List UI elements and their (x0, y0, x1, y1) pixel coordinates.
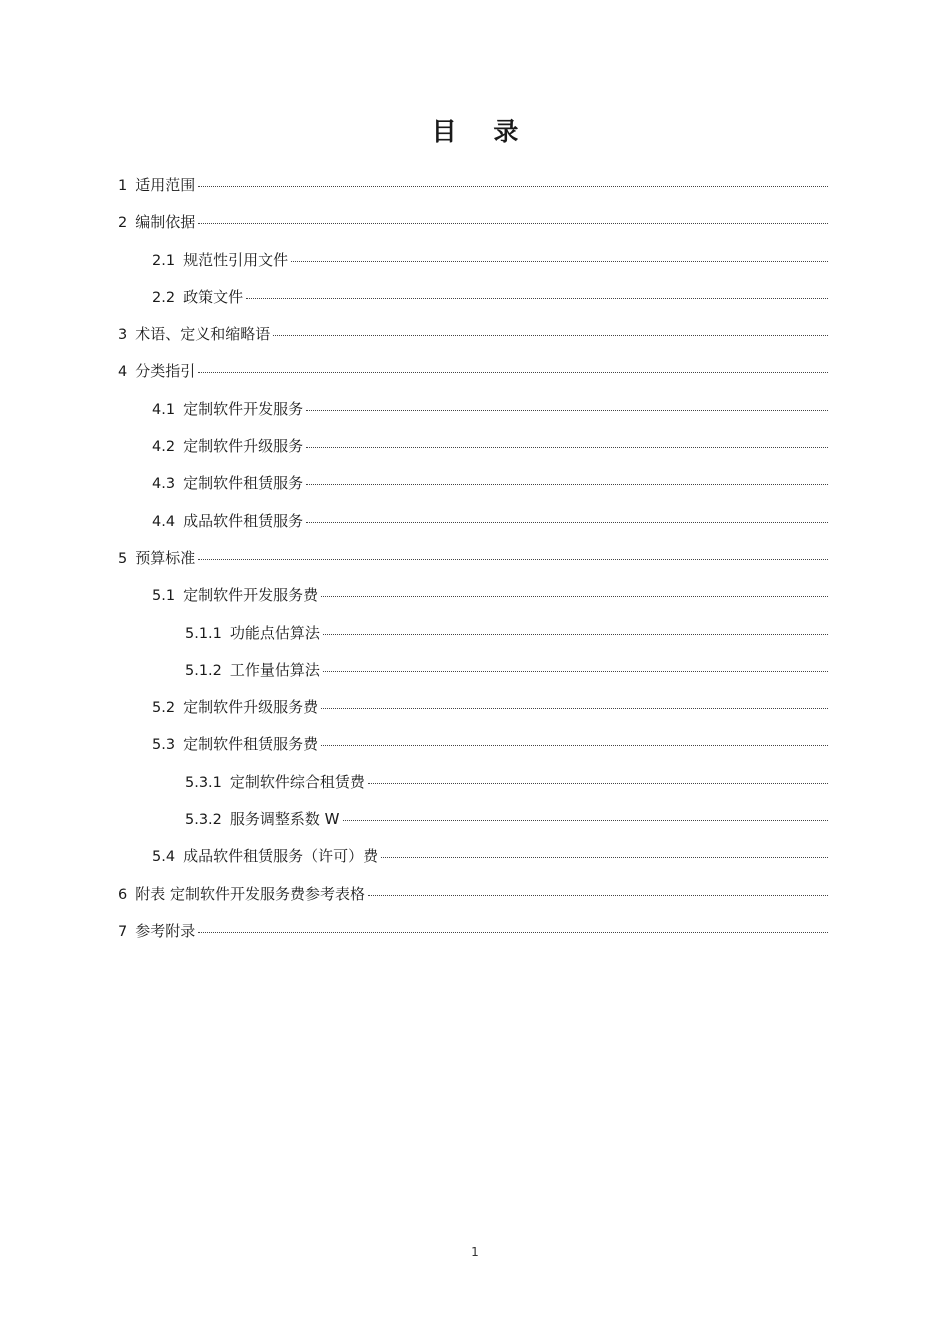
toc-entry-text: 功能点估算法 (229, 623, 320, 642)
toc-dot-leader (368, 895, 828, 896)
toc-entry[interactable] (118, 838, 828, 875)
toc-dot-leader (321, 596, 828, 597)
toc-entry-text: 规范性引用文件 (183, 250, 289, 269)
toc-entry-number: 5.1.1 (185, 625, 222, 642)
toc-entry-number: 5.1.2 (185, 662, 222, 679)
toc-entry-text: 附表 定制软件开发服务费参考表格 (135, 884, 366, 903)
toc-entry-number: 2.1 (152, 252, 176, 269)
toc-entry[interactable] (118, 465, 828, 502)
toc-entry-text: 定制软件开发服务费 (183, 586, 319, 605)
toc-entry-number: 5.2 (152, 700, 176, 717)
toc-dot-leader (381, 857, 828, 858)
toc-entry-number: 4.1 (152, 401, 176, 418)
toc-entry-text: 定制软件升级服务 (183, 437, 304, 456)
toc-entry[interactable] (118, 391, 828, 428)
toc-dot-leader (321, 745, 828, 746)
toc-entry-text: 定制软件租赁服务 (183, 474, 304, 493)
toc-dot-leader (273, 335, 828, 336)
toc-entry-number: 4.4 (152, 513, 176, 530)
toc-dot-leader (198, 372, 828, 373)
toc-dot-leader (198, 186, 828, 187)
toc-entry-number: 5.1 (152, 588, 176, 605)
toc-entry-number: 5.4 (152, 849, 176, 866)
toc-entry[interactable] (118, 913, 828, 950)
toc-dot-leader (306, 522, 828, 523)
toc-entry-text: 分类指引 (135, 362, 196, 381)
toc-entry-number: 5.3 (152, 737, 176, 754)
toc-entry[interactable] (118, 316, 828, 353)
toc-entry-number: 3 (118, 327, 128, 344)
toc-entry[interactable] (118, 615, 828, 652)
page-number: 1 (471, 1245, 479, 1259)
toc-entry-number: 1 (118, 178, 128, 194)
toc-entry-text: 定制软件租赁服务费 (183, 735, 319, 754)
toc-entry-text: 参考附录 (135, 921, 196, 940)
toc-entry-text: 定制软件综合租赁费 (229, 772, 365, 791)
toc-dot-leader (306, 447, 828, 448)
toc-entry-number: 5.3.2 (185, 812, 222, 829)
toc-entry[interactable] (118, 242, 828, 279)
toc-entry[interactable] (118, 279, 828, 316)
toc-entry-number: 7 (118, 923, 128, 940)
toc-entry-text: 术语、定义和缩略语 (135, 325, 271, 344)
toc-entry-text: 定制软件开发服务 (183, 399, 304, 418)
toc-entry-text: 成品软件租赁服务 (183, 511, 304, 530)
toc-dot-leader (198, 932, 828, 933)
toc-dot-leader (291, 261, 828, 262)
toc-entry-text: 政策文件 (183, 287, 244, 306)
toc-entry-text: 预算标准 (135, 548, 196, 567)
toc-entry[interactable] (118, 167, 828, 204)
toc-dot-leader (246, 298, 828, 299)
toc-entry[interactable] (118, 764, 828, 801)
toc-entry[interactable] (118, 503, 828, 540)
toc-entry-text: 工作量估算法 (229, 660, 320, 679)
toc-entry[interactable] (118, 801, 828, 838)
toc-entry-number: 2 (118, 215, 128, 232)
toc-entry-text: 编制依据 (135, 213, 196, 232)
toc-dot-leader (323, 634, 828, 635)
toc-entry[interactable] (118, 652, 828, 689)
toc-entry-text: 定制软件升级服务费 (183, 698, 319, 717)
toc-dot-leader (323, 671, 828, 672)
toc-entry-number: 4.2 (152, 439, 176, 456)
toc-entry[interactable] (118, 428, 828, 465)
toc-entry-number: 4 (118, 364, 128, 381)
toc-dot-leader (198, 223, 828, 224)
toc-list (118, 167, 828, 950)
toc-entry-number: 5.3.1 (185, 774, 222, 791)
toc-entry[interactable] (118, 540, 828, 577)
toc-entry[interactable] (118, 353, 828, 390)
toc-entry-text: 成品软件租赁服务（许可）费 (183, 847, 379, 866)
toc-dot-leader (321, 708, 828, 709)
toc-entry[interactable] (118, 689, 828, 726)
toc-entry-number: 2.2 (152, 289, 176, 306)
toc-dot-leader (198, 559, 828, 560)
toc-dot-leader (306, 484, 828, 485)
toc-entry-number: 5 (118, 550, 128, 567)
toc-entry-number: 6 (118, 886, 128, 903)
toc-entry-text: 服务调整系数 W (229, 810, 340, 829)
toc-entry-number: 4.3 (152, 476, 176, 493)
toc-entry[interactable] (118, 726, 828, 763)
toc-entry-text: 适用范围 (135, 176, 196, 194)
toc-dot-leader (343, 820, 828, 821)
toc-entry[interactable] (118, 577, 828, 614)
toc-entry[interactable] (118, 204, 828, 241)
toc-title: 目 录 (431, 117, 533, 146)
toc-dot-leader (306, 410, 828, 411)
toc-dot-leader (368, 783, 828, 784)
toc-entry[interactable] (118, 876, 828, 913)
